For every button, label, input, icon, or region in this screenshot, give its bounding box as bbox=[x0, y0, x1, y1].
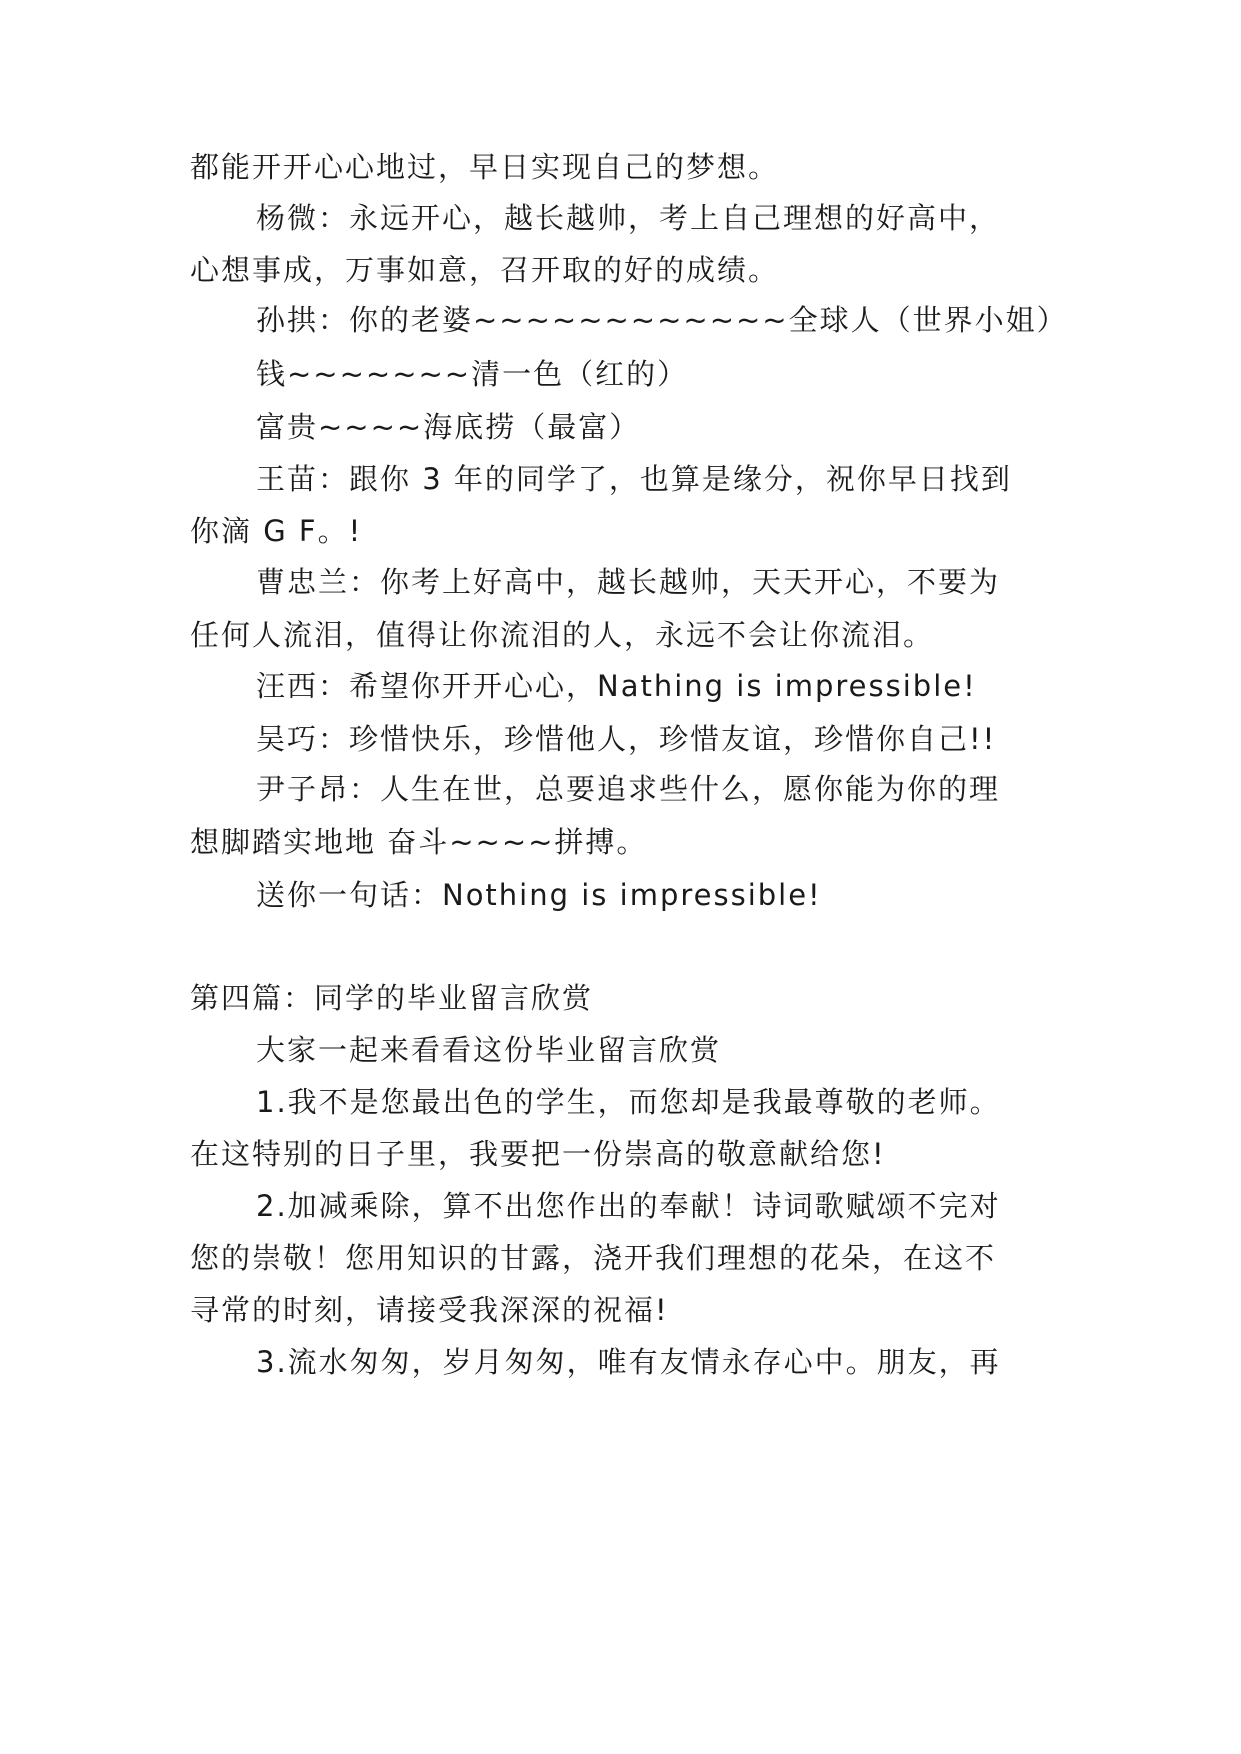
text-line: 寻常的时刻，请接受我深深的祝福! bbox=[190, 1293, 669, 1327]
text-line: 3.流水匆匆，岁月匆匆，唯有友情永存心中。朋友，再 bbox=[256, 1345, 1001, 1379]
text-line: 送你一句话：Nothing is impressible! bbox=[256, 878, 822, 912]
text-line: 都能开开心心地过，早日实现自己的梦想。 bbox=[190, 150, 780, 184]
text-line: 吴巧：珍惜快乐，珍惜他人，珍惜友谊，珍惜你自己!! bbox=[256, 722, 997, 756]
text-line: 尹子昂：人生在世，总要追求些什么，愿你能为你的理 bbox=[256, 772, 1001, 806]
section-heading: 第四篇：同学的毕业留言欣赏 bbox=[190, 981, 594, 1015]
text-line: 你滴 G F。! bbox=[190, 514, 363, 548]
text-line: 杨微：永远开心，越长越帅，考上自己理想的好高中， bbox=[256, 201, 1001, 235]
text-line: 想脚踏实地地 奋斗~~~~拼搏。 bbox=[190, 825, 648, 859]
text-line: 汪西：希望你开开心心，Nathing is impressible! bbox=[256, 669, 977, 703]
text-line: 富贵~~~~海底捞（最富） bbox=[256, 410, 641, 444]
text-line: 曹忠兰：你考上好高中，越长越帅，天天开心，不要为 bbox=[256, 565, 1001, 599]
text-line: 任何人流泪，值得让你流泪的人，永远不会让你流泪。 bbox=[190, 618, 935, 652]
text-line: 心想事成，万事如意，召开取的好的成绩。 bbox=[190, 253, 780, 287]
text-line: 您的崇敬！您用知识的甘露，浇开我们理想的花朵，在这不 bbox=[190, 1241, 997, 1275]
text-line: 大家一起来看看这份毕业留言欣赏 bbox=[256, 1033, 722, 1067]
text-line: 钱~~~~~~~清一色（红的） bbox=[256, 357, 689, 391]
text-line: 王苗：跟你 3 年的同学了，也算是缘分，祝你早日找到 bbox=[256, 462, 1012, 496]
text-line: 在这特别的日子里，我要把一份崇高的敬意献给您! bbox=[190, 1137, 886, 1171]
text-line: 1.我不是您最出色的学生，而您却是我最尊敬的老师。 bbox=[256, 1085, 1001, 1119]
text-line: 2.加减乘除，算不出您作出的奉献！诗词歌赋颂不完对 bbox=[256, 1189, 1001, 1223]
text-line: 孙拱：你的老婆~~~~~~~~~~~~全球人（世界小姐） bbox=[256, 303, 1068, 337]
